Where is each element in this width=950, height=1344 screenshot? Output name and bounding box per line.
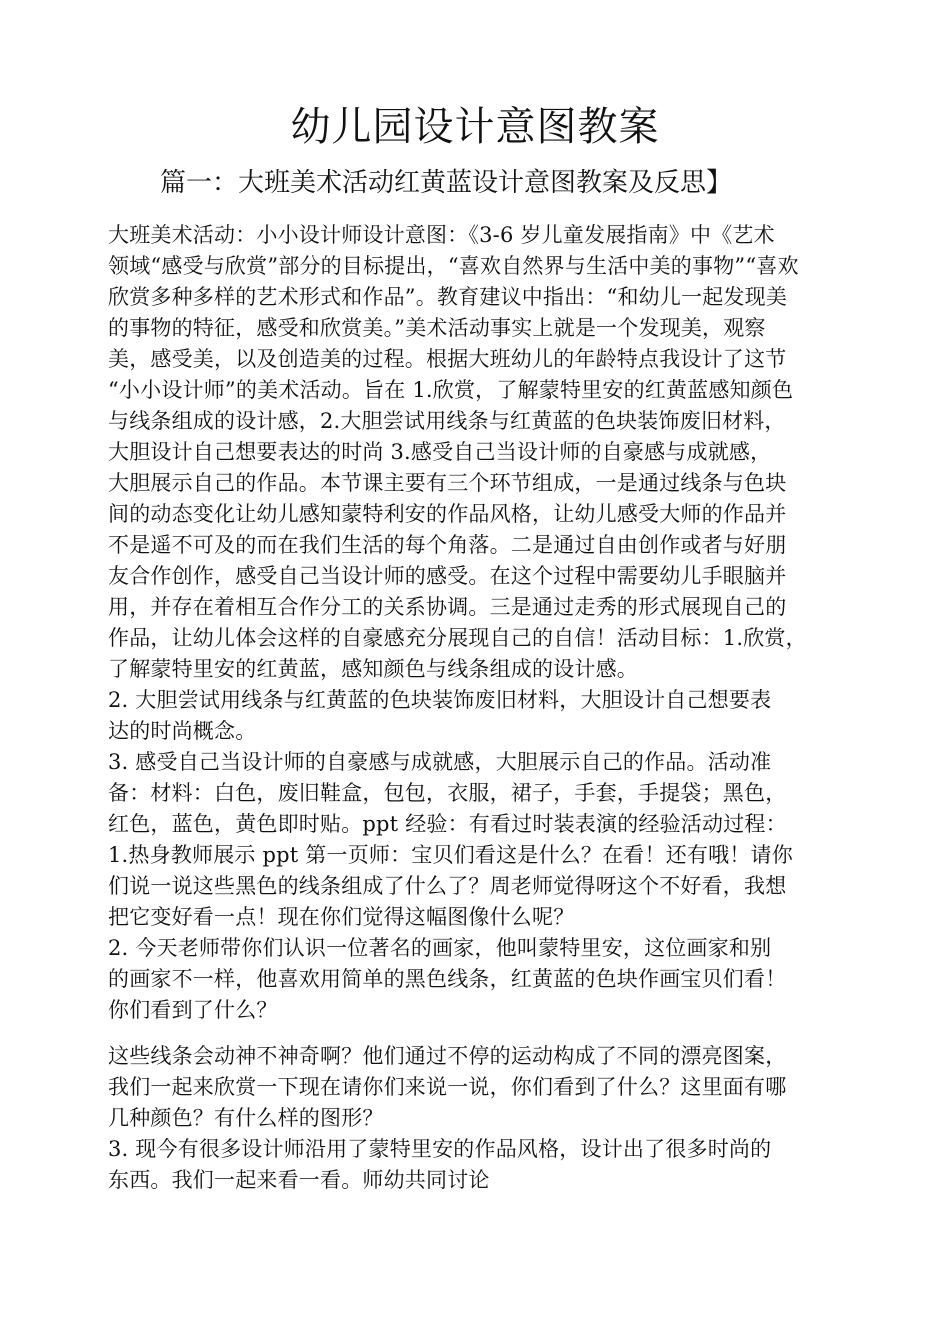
text-line: 美，感受美，以及创造美的过程。根据大班幼儿的年龄特点我设计了这节 (108, 347, 787, 371)
text-line: 大胆设计自己想要表达的时尚 3.感受自己当设计师的自豪感与成就感， (108, 440, 772, 464)
text-line: 这些线条会动神不神奇啊？他们通过不停的运动构成了不同的漂亮图案， (108, 1044, 787, 1068)
text-line: 不是遥不可及的而在我们生活的每个角落。二是通过自由创作或者与好朋 (108, 533, 787, 557)
text-line: 欣赏多种多样的艺术形式和作品”。教育建议中指出：“和幼儿一起发现美 (108, 285, 788, 309)
text-line: 大胆展示自己的作品。本节课主要有三个环节组成，一是通过线条与色块 (108, 471, 787, 495)
text-line: 了解蒙特里安的红黄蓝，感知颜色与线条组成的设计感。 (108, 657, 638, 681)
text-line: 领域“感受与欣赏”部分的目标提出，“喜欢自然界与生活中美的事物”“喜欢 (108, 254, 799, 278)
text-line: 红色，蓝色，黄色即时贴。ppt 经验：有看过时装表演的经验活动过程： (108, 812, 787, 836)
body-section-2 (108, 1041, 876, 1196)
text-line: 大班美术活动：小小设计师设计意图：《3-6 岁儿童发展指南》中《艺术 (108, 223, 775, 247)
text-line: 达的时尚概念。 (108, 719, 257, 743)
text-line: 间的动态变化让幼儿感知蒙特利安的作品风格，让幼儿感受大师的作品并 (108, 502, 787, 526)
body-section-1 (108, 220, 876, 1026)
text-line: 3. 现今有很多设计师沿用了蒙特里安的作品风格，设计出了很多时尚的 (108, 1137, 772, 1161)
text-line: 的画家不一样，他喜欢用简单的黑色线条，红黄蓝的色块作画宝贝们看！ (108, 967, 787, 991)
text-line: 作品，让幼儿体会这样的自豪感充分展现自己的自信！活动目标：1.欣赏， (108, 626, 807, 650)
document-subtitle: 篇一：大班美术活动红黄蓝设计意图教案及反思】 (160, 168, 733, 198)
text-line: 的事物的特征，感受和欣赏美。”美术活动事实上就是一个发现美，观察 (108, 316, 766, 340)
text-line: 1.热身教师展示 ppt 第一页师：宝贝们看这是什么？在看！还有哦！请你 (108, 843, 793, 867)
text-line: 几种颜色？有什么样的图形？ (108, 1106, 384, 1130)
text-line: 你们看到了什么？ (108, 998, 278, 1022)
text-line: 友合作创作，感受自己当设计师的感受。在这个过程中需要幼儿手眼脑并 (108, 564, 787, 588)
text-line: 2. 大胆尝试用线条与红黄蓝的色块装饰废旧材料，大胆设计自己想要表 (108, 688, 772, 712)
text-line: 2. 今天老师带你们认识一位著名的画家，他叫蒙特里安，这位画家和别 (108, 936, 772, 960)
text-line: 把它变好看一点！现在你们觉得这幅图像什么呢？ (108, 905, 575, 929)
text-line: 备：材料：白色，废旧鞋盒，包包，衣服，裙子，手套，手提袋；黑色， (108, 781, 787, 805)
text-line: 用，并存在着相互合作分工的关系协调。三是通过走秀的形式展现自己的 (108, 595, 787, 619)
text-line: 们说一说这些黑色的线条组成了什么了？周老师觉得呀这个不好看，我想 (108, 874, 787, 898)
text-line: 3. 感受自己当设计师的自豪感与成就感，大胆展示自己的作品。活动准 (108, 750, 772, 774)
text-line: “小小设计师”的美术活动。旨在 1.欣赏，了解蒙特里安的红黄蓝感知颜色 (108, 378, 794, 402)
text-line: 东西。我们一起来看一看。师幼共同讨论 (108, 1168, 490, 1192)
text-line: 我们一起来欣赏一下现在请你们来说一说，你们看到了什么？这里面有哪 (108, 1075, 787, 1099)
text-line: 与线条组成的设计感，2.大胆尝试用线条与红黄蓝的色块装饰废旧材料， (108, 409, 786, 433)
document-title: 幼儿园设计意图教案 (290, 104, 660, 150)
